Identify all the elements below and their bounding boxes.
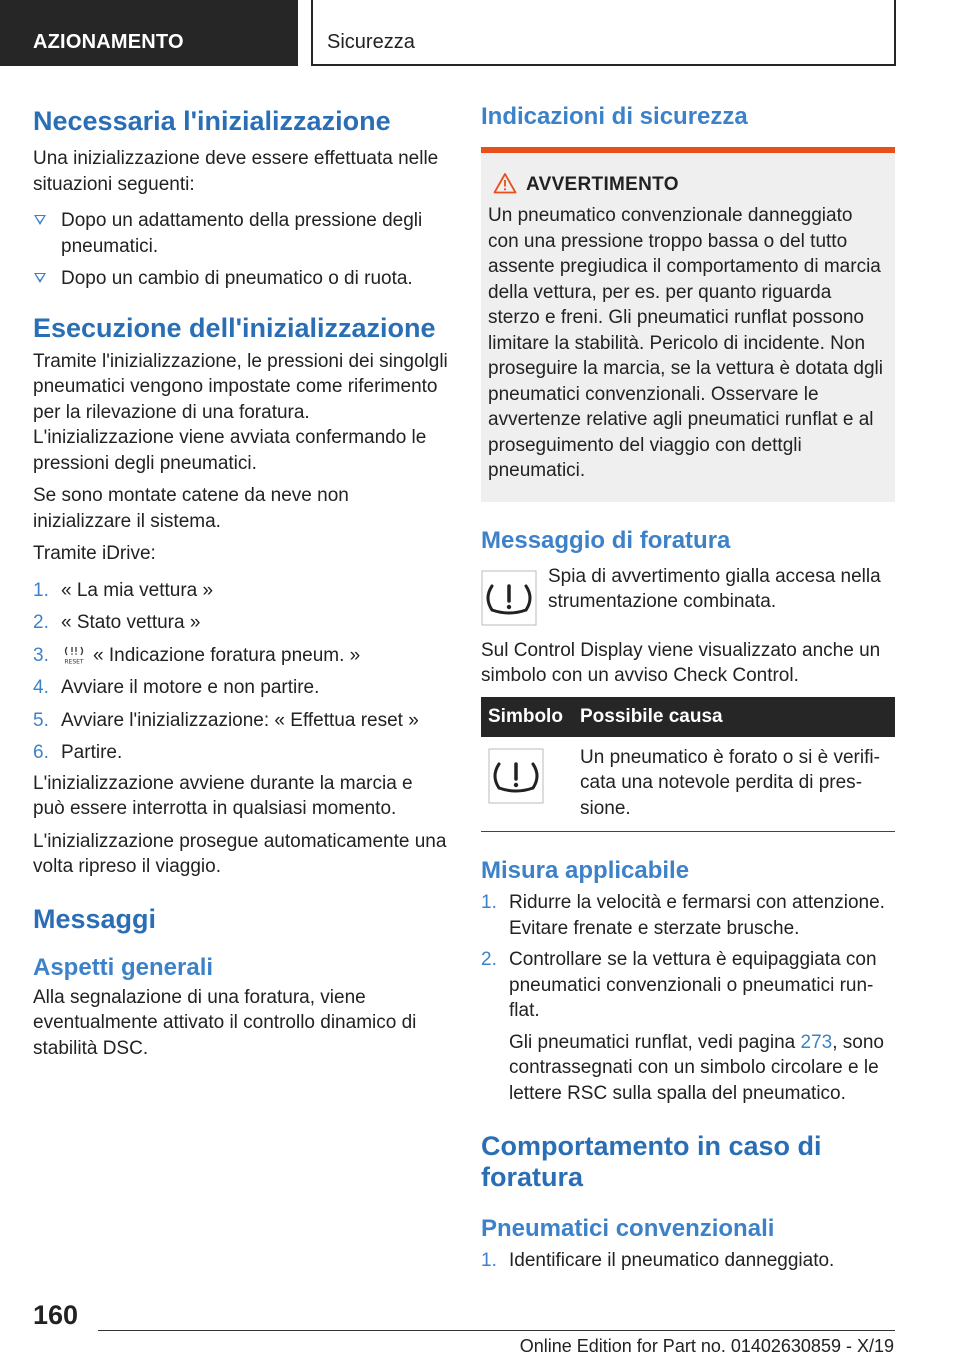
paragraph: Sul Control Display viene visualizzato anche un simbolo con un avviso Check Control. <box>481 639 881 686</box>
heading-applicable-measure: Misura applicabile <box>481 857 690 884</box>
step-number: 1. <box>33 579 49 601</box>
step-item <box>33 740 449 766</box>
step-item <box>33 675 449 701</box>
warning-lamp-row <box>481 566 895 628</box>
chapter-tab: Sicurezza <box>311 0 896 66</box>
footer-edition: Online Edition for Part no. 01402630859 - X/19 <box>519 1336 894 1356</box>
step-number: 2. <box>33 612 49 633</box>
bullet-triangle-icon <box>34 273 46 283</box>
table-header-cell: Simbolo <box>488 705 563 727</box>
heading-puncture-behaviour: Comportamento in caso di foratura <box>481 1131 822 1192</box>
paragraph: L'inizializzazione prosegue automaticamente una volta ripreso il viaggio. <box>33 830 447 877</box>
svg-text:RESET: RESET <box>64 658 84 665</box>
step-text: Ridurre la velocità e fermarsi con attenzione. Evitare frenate e sterzate brusche. <box>509 892 885 939</box>
step-number: 1. <box>481 892 497 913</box>
step-item <box>481 1248 895 1274</box>
step-item <box>33 610 449 636</box>
step-text: « Stato vettura » <box>61 612 201 633</box>
paragraph: Tramite l'inizializzazione, le pressioni dei singolgli pneumatici vengono impostate come riferimento per la rilevazione di una foratura. L'inizializzazione viene avviata confermando le pressioni degli pneumatici. <box>33 350 448 474</box>
step-item <box>481 890 895 941</box>
list-item-text: Dopo un adattamento della pressione degli pneumatici. <box>61 210 423 257</box>
warning-title <box>488 173 887 197</box>
page-header <box>0 0 960 66</box>
tire-reset-icon <box>61 645 87 665</box>
table-header <box>481 697 895 737</box>
steps-list <box>33 578 449 766</box>
step-text: Avviare l'inizializzazione: « Effettua reset » <box>61 709 419 731</box>
step-number: 4. <box>33 677 49 698</box>
page-reference-link[interactable]: 273 <box>800 1031 833 1053</box>
warning-triangle-icon <box>493 172 517 194</box>
step-text: Partire. <box>61 742 123 763</box>
warning-text: Un pneumatico convenzionale danneggiato con una pressione troppo bassa o del tutto assente pregiudica il comportamento di marcia della vettura, per es. per quanto riguarda sterzo e freni. Gli pneumatici runflat possono limitare la stabilità. Pericolo di incidente. Non proseguire la marcia, se la vettura è dotata dgli pneumatici convenzionali. Osservare le avvertenze relative agli pneumatici runflat e al proseguimento del viaggio con dettgli pneumatici. <box>488 205 883 481</box>
paragraph: Alla segnalazione di una foratura, viene eventualmente attivato il controllo dinamico di stabilità DSC. <box>33 986 417 1059</box>
step-number: 6. <box>33 742 49 763</box>
step-item <box>33 578 449 604</box>
step-item <box>481 947 895 1024</box>
section-tab: AZIONAMENTO <box>0 0 298 66</box>
step-number: 1. <box>481 1250 497 1271</box>
heading-puncture-message: Messaggio di foratura <box>481 526 731 554</box>
measure-steps-list <box>481 890 895 1106</box>
warning-title-text: AVVERTIMENTO <box>526 174 679 195</box>
table-header-cell: Possibile causa <box>580 705 723 727</box>
step-text: « La mia vettura » <box>61 579 214 601</box>
footer-divider <box>98 1330 895 1331</box>
left-column <box>33 100 449 1061</box>
heading-general-aspects: Aspetti generali <box>33 953 214 981</box>
paragraph: Tramite iDrive: <box>33 543 156 564</box>
list-item <box>33 266 449 292</box>
bullet-triangle-icon <box>34 215 46 225</box>
paragraph: Una inizializzazione deve essere effettuata nelle situazioni seguenti: <box>33 148 439 195</box>
step-text: Identificare il pneumatico danneggiato. <box>509 1250 835 1271</box>
page-number: 160 <box>33 1300 79 1330</box>
table-cell: Un pneumatico è forato o si è verificata una notevole perdita di pressione. <box>580 746 880 819</box>
list-item <box>33 208 449 259</box>
paragraph-text: Gli pneumatici runflat, vedi pagina <box>509 1031 801 1053</box>
step-number: 5. <box>33 709 49 731</box>
heading-initialization-required: Necessaria l'inizializzazione <box>33 106 391 136</box>
step-text: Avviare il motore e non partire. <box>61 677 320 698</box>
warning-box <box>481 147 895 502</box>
table-row <box>481 737 895 833</box>
tire-pressure-warning-icon <box>481 570 537 626</box>
list-item-text: Dopo un cambio di pneumatico o di ruota. <box>61 268 413 289</box>
step-text: « Indicazione foratura pneum. » <box>93 644 361 666</box>
heading-conventional-tires: Pneumatici convenzionali <box>481 1215 775 1242</box>
step-number: 2. <box>481 949 497 970</box>
table-cell <box>481 745 580 822</box>
step-text: Controllare se la vettura è equipaggiata con pneumatici convenzionali o pneumatici runflat. <box>509 949 877 1021</box>
step-item <box>33 643 449 669</box>
step-number: 3. <box>33 644 49 666</box>
right-column <box>481 100 895 1274</box>
paragraph: Spia di avvertimento gialla accesa nella strumentazione combinata. <box>548 565 881 612</box>
heading-safety-notes: Indicazioni di sicurezza <box>481 103 748 130</box>
heading-messages: Messaggi <box>33 903 157 934</box>
paragraph <box>481 1030 895 1107</box>
heading-initialization-execution: Esecuzione dell'inizializzazione <box>33 312 436 343</box>
paragraph: L'inizializzazione avviene durante la marcia e può essere interrotta in qualsiasi momento. <box>33 772 413 819</box>
step-item <box>33 708 449 734</box>
paragraph: Se sono montate catene da neve non inizializzare il sistema. <box>33 485 349 532</box>
symbol-table <box>481 697 895 833</box>
paragraph-text: , sono contrassegnati con un simbolo circolare e le lettere RSC sulla spalla del pneumatico. <box>509 1031 884 1104</box>
tire-pressure-warning-icon <box>488 748 544 804</box>
